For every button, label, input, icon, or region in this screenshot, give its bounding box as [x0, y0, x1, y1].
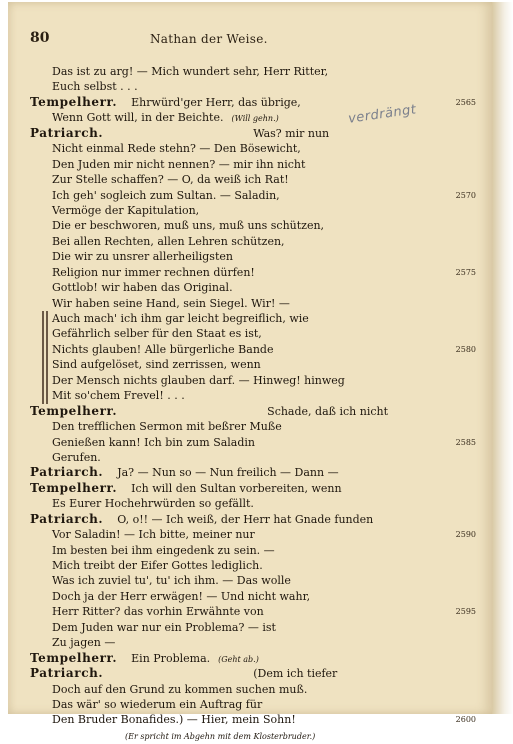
verse-text-span: Religion nur immer rechnen dürfen!	[52, 265, 255, 279]
verse-text-span: Schade, daß ich nicht	[267, 404, 389, 418]
speaker-name: Tempelherr.	[30, 650, 118, 665]
verse-line	[30, 419, 476, 434]
speaker-name: Tempelherr.	[30, 480, 118, 495]
stage-direction: (Geht ab.)	[218, 654, 259, 664]
verse-text-span: Mich treibt der Eifer Gottes lediglich.	[52, 559, 263, 572]
verse-line	[30, 296, 476, 311]
line-number: 2600	[455, 715, 476, 725]
verse-line	[30, 481, 476, 496]
verse-text-span: Das ist zu arg! — Mich wundert sehr, Herr Ritter,	[52, 65, 329, 78]
line-number: 2580	[455, 344, 476, 354]
margin-marker	[42, 357, 44, 372]
verse-text-span: Wir haben seine Hand, sein Siegel. Wir! —	[52, 296, 290, 310]
verse-line	[30, 157, 476, 172]
verse-line	[30, 311, 476, 326]
verse-line	[30, 342, 476, 357]
running-title: Nathan der Weise.	[150, 32, 268, 46]
stage-direction: (Er spricht im Abgehn mit dem Klosterbruder.)	[125, 731, 316, 741]
verse-line	[30, 218, 476, 233]
verse-text-span: Bei allen Rechten, allen Lehren schützen,	[52, 234, 285, 248]
verse-text-span: Die wir zu unsrer allerheiligsten	[52, 250, 233, 264]
verse-line	[30, 589, 476, 604]
verse-text-span: Ja? — Nun so — Nun freilich — Dann —	[117, 466, 339, 480]
verse-text-span: Was ich zuviel tu', tu' ich ihm. — Das wolle	[52, 574, 291, 588]
verse-text-span: Euch selbst . . .	[52, 80, 138, 94]
verse-text-span: Sind aufgelöset, sind zerrissen, wenn	[52, 358, 261, 372]
verse-line	[30, 512, 476, 527]
margin-marker	[46, 311, 48, 326]
verse-line	[30, 728, 476, 743]
line-number: 2590	[455, 530, 476, 540]
verse-line	[30, 666, 476, 681]
verse-text-span: Doch ja der Herr erwägen! — Und nicht wahr,	[52, 589, 311, 603]
line-number: 2595	[455, 607, 476, 617]
verse-line	[30, 141, 476, 156]
margin-marker	[42, 342, 44, 357]
verse-text-span: Dem Juden war nur ein Problema? — ist	[52, 620, 276, 634]
speaker-name: Patriarch.	[30, 465, 104, 480]
verse-text-span: O, o!! — Ich weiß, der Herr hat Gnade funden	[117, 512, 374, 526]
verse-line	[30, 404, 476, 419]
verse-text-span: Nicht einmal Rede stehn? — Den Bösewicht,	[52, 142, 301, 156]
margin-marker	[46, 388, 48, 403]
margin-marker	[42, 311, 44, 326]
verse-text-span: Wenn Gott will, in der Beichte.	[52, 111, 224, 125]
verse-line	[30, 465, 476, 480]
speaker-name: Patriarch.	[30, 666, 104, 681]
verse-text-span: Genießen kann! Ich bin zum Saladin	[52, 435, 256, 449]
verse-text-span: Vor Saladin! — Ich bitte, meiner nur	[52, 528, 255, 542]
verse-text-span: Nichts glauben! Alle bürgerliche Bande	[52, 342, 274, 356]
verse-line	[30, 265, 476, 280]
verse-line	[30, 126, 476, 141]
verse-line	[30, 450, 476, 465]
verse-line	[30, 697, 476, 712]
margin-marker	[42, 388, 44, 403]
margin-marker	[46, 373, 48, 388]
verse-line	[30, 234, 476, 249]
page-number: 80	[30, 30, 50, 46]
verse-line	[30, 188, 476, 203]
verse-line	[30, 373, 476, 388]
verse-line	[30, 326, 476, 341]
verse-text-span: Gerufen.	[52, 450, 101, 464]
verse-text-span: Ich will den Sultan vorbereiten, wenn	[131, 481, 342, 495]
stage-direction: (Will gehn.)	[231, 114, 279, 124]
line-number: 2565	[455, 97, 476, 107]
verse-line	[30, 388, 476, 403]
verse-text-span: Mit so'chem Frevel! . . .	[52, 389, 185, 403]
verse-text-span: Im besten bei ihm eingedenk zu sein. —	[52, 543, 275, 557]
verse-line	[30, 635, 476, 650]
verse-text-span: Zu jagen —	[52, 636, 116, 650]
verse-text-span: (Dem ich tiefer	[253, 667, 338, 681]
verse-line	[30, 620, 476, 635]
verse-text	[30, 64, 476, 743]
verse-line	[30, 573, 476, 588]
verse-line	[30, 249, 476, 264]
speaker-name: Patriarch.	[30, 125, 104, 140]
verse-text-span: Das wär' so wiederum ein Auftrag für	[52, 697, 263, 711]
verse-line	[30, 527, 476, 542]
verse-line	[30, 543, 476, 558]
verse-text-span: Gefährlich selber für den Staat es ist,	[52, 327, 262, 341]
verse-text-span: Was? mir nun	[253, 126, 330, 140]
verse-text-span: Vermöge der Kapitulation,	[52, 203, 200, 217]
verse-text-span: Herr Ritter? das vorhin Erwähnte von	[52, 605, 264, 619]
verse-text-span: Den Juden mir nicht nennen? — mir ihn nicht	[52, 157, 306, 171]
speaker-name: Tempelherr.	[30, 94, 118, 109]
verse-text-span: Zur Stelle schaffen? — O, da weiß ich Rat!	[52, 173, 289, 187]
verse-line	[30, 357, 476, 372]
speaker-name: Tempelherr.	[30, 403, 118, 418]
speaker-name: Patriarch.	[30, 511, 104, 526]
verse-line	[30, 651, 476, 666]
verse-line	[30, 496, 476, 511]
line-number: 2585	[455, 437, 476, 447]
verse-line	[30, 280, 476, 295]
margin-marker	[46, 326, 48, 341]
verse-line	[30, 203, 476, 218]
verse-text-span: Den Bruder Bonafides.) — Hier, mein Sohn!	[52, 713, 296, 727]
verse-text-span: Die er beschworen, muß uns, muß uns schützen,	[52, 219, 325, 233]
verse-text-span: Gottlob! wir haben das Original.	[52, 281, 233, 295]
page-header	[30, 30, 470, 52]
line-number: 2575	[455, 267, 476, 277]
verse-text-span: Doch auf den Grund zu kommen suchen muß.	[52, 682, 308, 696]
verse-line	[30, 64, 476, 79]
verse-text-span: Ehrwürd'ger Herr, das übrige,	[131, 95, 301, 109]
verse-text-span: Ich geh' sogleich zum Sultan. — Saladin,	[52, 188, 280, 202]
verse-text-span: Den trefflichen Sermon mit beßrer Muße	[52, 420, 282, 434]
verse-line	[30, 604, 476, 619]
verse-text-span: Es Eurer Hochehrwürden so gefällt.	[52, 497, 254, 511]
verse-line	[30, 79, 476, 94]
verse-line	[30, 712, 476, 727]
line-number: 2570	[455, 190, 476, 200]
handwritten-annotation: verdrängt	[347, 102, 418, 127]
verse-line	[30, 558, 476, 573]
page-edge	[492, 2, 513, 714]
verse-text-span: Ein Problema.	[131, 651, 211, 665]
margin-marker	[42, 326, 44, 341]
verse-line	[30, 172, 476, 187]
margin-marker	[46, 357, 48, 372]
verse-text-span: Auch mach' ich ihm gar leicht begreiflich, wie	[52, 312, 309, 325]
margin-marker	[46, 342, 48, 357]
verse-line	[30, 110, 476, 125]
verse-line	[30, 95, 476, 110]
margin-marker	[42, 373, 44, 388]
verse-line	[30, 435, 476, 450]
verse-text-span: Der Mensch nichts glauben darf. — Hinweg! hinweg	[52, 373, 345, 387]
verse-line	[30, 682, 476, 697]
